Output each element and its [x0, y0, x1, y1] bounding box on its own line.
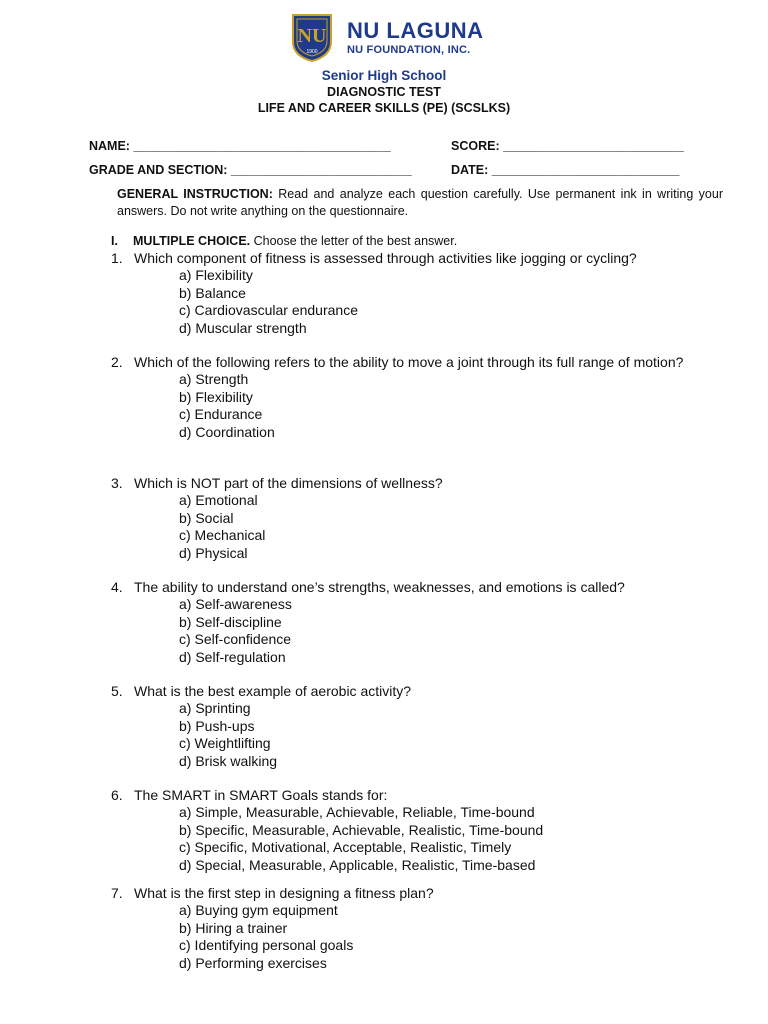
- answer-option: c) Weightlifting: [179, 735, 271, 752]
- answer-option: b) Social: [179, 509, 234, 526]
- section-number: I.: [111, 234, 118, 248]
- answer-option: a) Buying gym equipment: [179, 902, 338, 919]
- question-7: [111, 885, 723, 972]
- nu-shield-logo: [289, 12, 335, 62]
- org-block: [347, 20, 484, 57]
- answer-option: a) Emotional: [179, 492, 258, 509]
- org-name: NU LAGUNA: [347, 18, 484, 43]
- answer-option: b) Balance: [179, 284, 246, 301]
- name-field: NAME: _____________________________________: [89, 139, 391, 153]
- section-title: MULTIPLE CHOICE.: [133, 234, 251, 248]
- question-number: 1.: [111, 250, 123, 266]
- school-title: Senior High School: [321, 68, 447, 83]
- answer-option: c) Identifying personal goals: [179, 937, 354, 954]
- answer-option: d) Coordination: [179, 423, 275, 440]
- answer-option: d) Brisk walking: [179, 752, 278, 769]
- document-titles: [0, 67, 768, 116]
- answer-option: d) Self-regulation: [179, 648, 286, 665]
- answer-option: b) Push-ups: [179, 717, 255, 734]
- question-text: Which component of fitness is assessed through activities like jogging or cycling?: [134, 250, 637, 266]
- subject-title: LIFE AND CAREER SKILLS (PE) (SCSLKS): [257, 101, 511, 115]
- question-number: 5.: [111, 683, 123, 699]
- svg-text:NU: NU: [297, 25, 327, 47]
- answer-option: a) Self-awareness: [179, 596, 292, 613]
- answer-option: a) Flexibility: [179, 267, 253, 284]
- section-text: Choose the letter of the best answer.: [250, 234, 458, 248]
- section-heading: [111, 234, 457, 248]
- question-text: The ability to understand one’s strengths, weaknesses, and emotions is called?: [134, 579, 625, 595]
- question-number: 2.: [111, 354, 123, 370]
- question-6: [111, 787, 723, 874]
- question-text: What is the best example of aerobic activity?: [134, 683, 412, 699]
- question-number: 6.: [111, 787, 123, 803]
- question-text: What is the first step in designing a fitness plan?: [134, 885, 434, 901]
- question-4: [111, 579, 723, 666]
- question-number: 4.: [111, 579, 123, 595]
- question-number: 7.: [111, 885, 123, 901]
- question-text: The SMART in SMART Goals stands for:: [134, 787, 388, 803]
- answer-option: c) Specific, Motivational, Acceptable, Realistic, Timely: [179, 839, 512, 856]
- score-field: SCORE: __________________________: [451, 139, 684, 153]
- date-field: DATE: ___________________________: [451, 163, 680, 177]
- question-2: [111, 354, 723, 441]
- grade-section-field: GRADE AND SECTION: __________________________: [89, 163, 412, 177]
- question-number: 3.: [111, 475, 123, 491]
- answer-option: c) Self-confidence: [179, 631, 292, 648]
- answer-option: d) Special, Measurable, Applicable, Realistic, Time-based: [179, 856, 536, 873]
- question-text: Which is NOT part of the dimensions of wellness?: [134, 475, 443, 491]
- answer-option: b) Flexibility: [179, 388, 253, 405]
- answer-option: b) Hiring a trainer: [179, 919, 288, 936]
- instruction-label: GENERAL INSTRUCTION:: [117, 187, 273, 201]
- test-title: DIAGNOSTIC TEST: [327, 85, 441, 99]
- answer-option: c) Endurance: [179, 406, 263, 423]
- question-5: [111, 683, 723, 770]
- general-instruction: [117, 186, 723, 219]
- answer-option: a) Strength: [179, 371, 249, 388]
- org-subtitle: NU FOUNDATION, INC.: [347, 44, 471, 56]
- answer-option: d) Muscular strength: [179, 319, 307, 336]
- svg-text:1900: 1900: [306, 49, 318, 55]
- question-text: Which of the following refers to the ability to move a joint through its full range of motion?: [134, 354, 684, 370]
- page-header: [0, 12, 768, 64]
- answer-option: b) Specific, Measurable, Achievable, Realistic, Time-bound: [179, 821, 544, 838]
- answer-option: c) Mechanical: [179, 527, 266, 544]
- answer-option: a) Simple, Measurable, Achievable, Reliable, Time-bound: [179, 804, 535, 821]
- answer-option: c) Cardiovascular endurance: [179, 302, 358, 319]
- answer-option: d) Physical: [179, 544, 248, 561]
- answer-option: a) Sprinting: [179, 700, 251, 717]
- answer-option: b) Self-discipline: [179, 613, 282, 630]
- question-3: [111, 475, 723, 562]
- instruction-text: Read and analyze each question carefully. Use permanent ink in writing your answers. Do not write anything on the questionnaire.: [117, 187, 723, 218]
- answer-option: d) Performing exercises: [179, 954, 327, 971]
- question-1: [111, 250, 723, 337]
